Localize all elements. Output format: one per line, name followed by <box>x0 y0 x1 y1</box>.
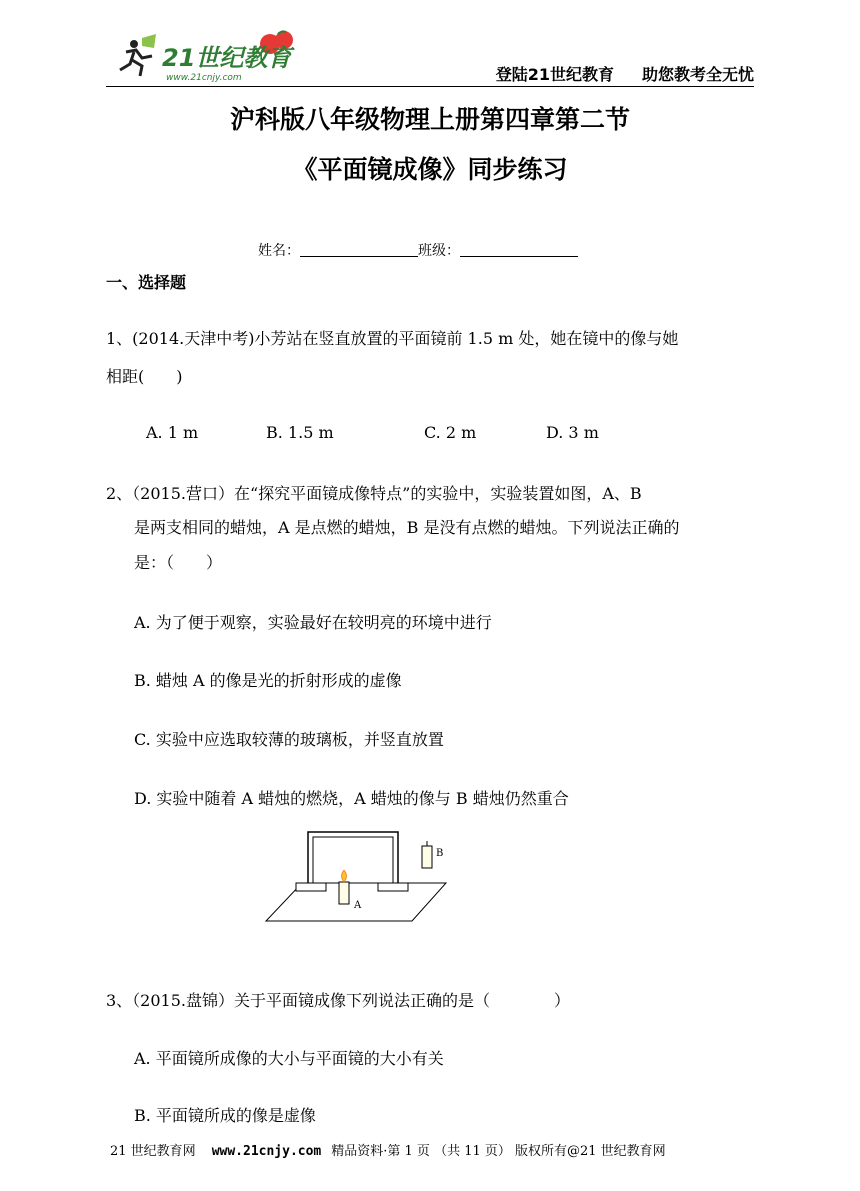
mirror-experiment-figure <box>262 828 462 928</box>
class-label: 班级： <box>418 243 460 259</box>
q1-option-d: D. 3 m <box>546 423 599 442</box>
q1-option-c: C. 2 m <box>424 423 477 442</box>
section-heading: 一、选择题 <box>106 273 187 292</box>
svg-text:www.21cnjy.com: www.21cnjy.com <box>166 73 242 83</box>
page-title: 沪科版八年级物理上册第四章第二节 <box>229 105 630 134</box>
logo-graphic <box>112 30 312 86</box>
footer-site: 21 世纪教育网 <box>110 1144 196 1159</box>
page-subtitle: 《平面镜成像》同步练习 <box>292 155 568 184</box>
page-footer <box>110 1140 666 1159</box>
class-blank[interactable] <box>460 242 578 257</box>
q2-option-d: D. 实验中随着 A 蜡烛的燃烧，A 蜡烛的像与 B 蜡烛仍然重合 <box>134 789 569 808</box>
question-2-line2: 是两支相同的蜡烛，A 是点燃的蜡烛，B 是没有点燃的蜡烛。下列说法正确的 <box>134 518 680 537</box>
question-1-line2: 相距( ) <box>106 367 183 386</box>
candle-a <box>339 882 349 904</box>
name-blank[interactable] <box>300 242 418 257</box>
label-b: B <box>436 848 444 859</box>
base-block-left <box>296 883 326 891</box>
q2-option-a: A. 为了便于观察，实验最好在较明亮的环境中进行 <box>134 613 492 632</box>
footer-url[interactable]: www.21cnjy.com <box>211 1144 322 1159</box>
q2-option-c: C. 实验中应选取较薄的玻璃板，并竖直放置 <box>134 730 444 749</box>
q1-option-a: A. 1 m <box>146 423 199 442</box>
question-1-line1: 1、(2014.天津中考)小芳站在竖直放置的平面镜前 1.5 m 处，她在镜中的像与她 <box>106 329 679 348</box>
q2-option-b: B. 蜡烛 A 的像是光的折射形成的虚像 <box>134 671 402 690</box>
question-2-line3: 是：（ ） <box>134 553 223 572</box>
q3-option-a: A. 平面镜所成像的大小与平面镜的大小有关 <box>134 1049 444 1068</box>
glass-frame <box>308 832 398 884</box>
logo <box>112 30 312 86</box>
question-2-line1: 2、（2015.营口）在“探究平面镜成像特点”的实验中，实验装置如图，A、B <box>106 484 642 503</box>
footer-page-info: 精品资料·第 1 页 （共 11 页） 版权所有@21 世纪教育网 <box>331 1144 666 1159</box>
slogan-right: 助您教考全无忧 <box>641 65 754 84</box>
q3-option-b: B. 平面镜所成的像是虚像 <box>134 1106 316 1125</box>
header-slogan <box>468 62 754 85</box>
header-divider <box>106 86 754 87</box>
flame-icon <box>342 870 347 882</box>
label-a: A <box>354 900 362 911</box>
glass-frame-inner <box>313 837 393 884</box>
slogan-left: 登陆21世纪教育 <box>495 65 614 84</box>
question-3-line1: 3、（2015.盘锦）关于平面镜成像下列说法正确的是（ ） <box>106 991 570 1010</box>
name-label: 姓名： <box>258 243 300 259</box>
candle-b <box>422 846 432 868</box>
svg-text:21世纪教育: 21世纪教育 <box>162 44 292 72</box>
base-block-right <box>378 883 408 891</box>
q1-option-b: B. 1.5 m <box>266 423 334 442</box>
student-info-row <box>258 240 578 260</box>
